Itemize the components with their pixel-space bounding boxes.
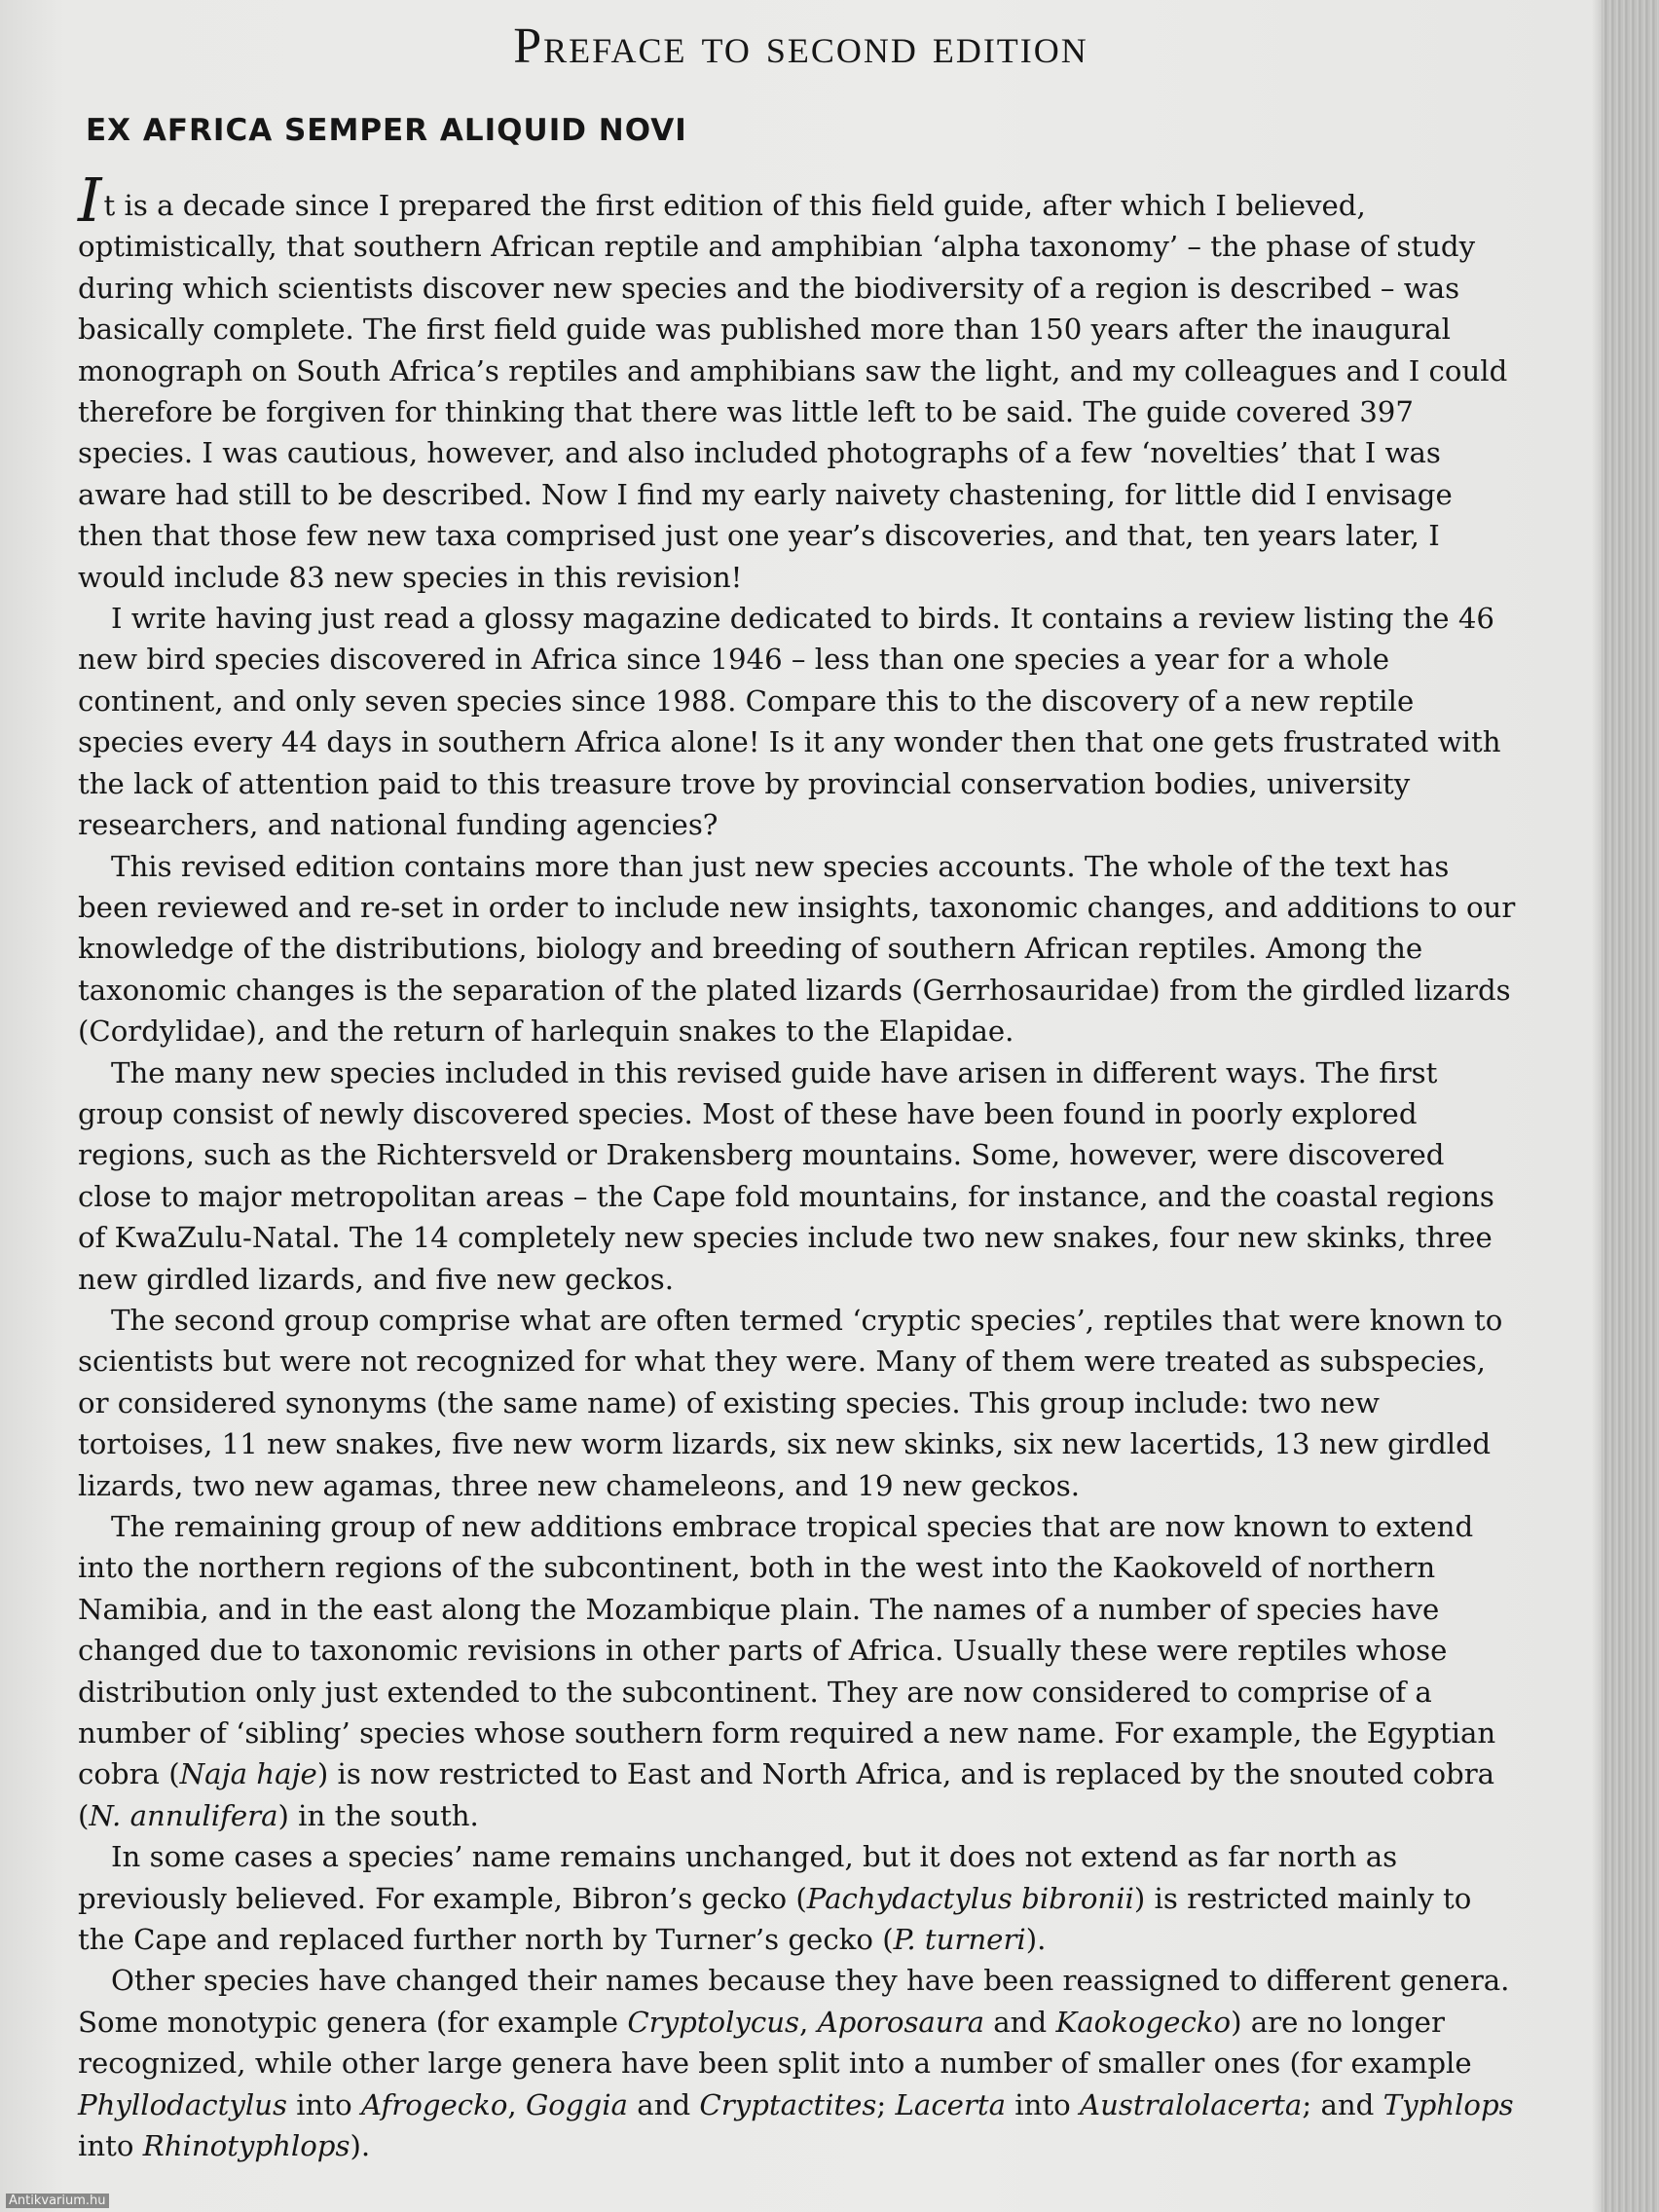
preface-paragraph — [78, 1506, 1519, 1836]
paragraph-text: I write having just read a glossy magazine dedicated to birds. It contains a review listing the 46 new bird species discovered in Africa since 1946 – less than one species a year for a whole continent, and only seven species since 1988. Compare this to the discovery of a new reptile species every 44 days in southern Africa alone! Is it any wonder then that one gets frustrated with the lack of attention paid to this treasure trove by provincial conservation bodies, university researchers, and national funding agencies? — [78, 602, 1501, 842]
paragraph-text: The second group comprise what are often termed ‘cryptic species’, reptiles that were known to scientists but were not recognized for what they were. Many of them were treated as subspecies, or considered synonyms (the same name) of existing species. This group include: two new tortoises, 11 new snakes, five new worm lizards, six new skinks, six new lacertids, 13 new girdled lizards, two new agamas, three new chameleons, and 19 new geckos. — [78, 1303, 1503, 1502]
italic-taxon-name: P. turneri — [893, 1923, 1026, 1957]
preface-paragraph — [78, 846, 1519, 1052]
italic-taxon-name: Lacerta — [895, 2087, 1007, 2121]
paragraph-text: and — [984, 2005, 1056, 2039]
page-title: Preface to second edition — [513, 18, 1088, 74]
paragraph-text: and — [627, 2087, 700, 2121]
paragraph-text: ) in the south. — [277, 1798, 479, 1832]
italic-taxon-name: Cryptactites — [699, 2087, 877, 2121]
preface-paragraph — [78, 598, 1519, 845]
paragraph-text: ). — [350, 2129, 371, 2163]
paragraph-text: , — [507, 2087, 526, 2121]
italic-taxon-name: N. annulifera — [89, 1798, 278, 1832]
italic-taxon-name: Kaokogecko — [1055, 2005, 1232, 2039]
preface-paragraph — [78, 1300, 1519, 1506]
paragraph-text: into — [286, 2087, 361, 2121]
paragraph-text: ; — [876, 2087, 896, 2121]
preface-paragraph — [78, 1960, 1519, 2166]
italic-taxon-name: Afrogecko — [360, 2087, 508, 2121]
drop-cap-letter: I — [78, 165, 102, 236]
watermark-label: Antikvarium.hu — [6, 2194, 109, 2208]
preface-paragraph — [78, 165, 1519, 598]
paragraph-text: ) are no longer recognized, while other large genera have been split into a number of smaller ones (for example — [78, 2005, 1472, 2081]
italic-taxon-name: Rhinotyphlops — [142, 2129, 350, 2163]
paragraph-text: This revised edition contains more than just new species accounts. The whole of the text has been reviewed and re-set in order to include new insights, taxonomic changes, and additions to our knowledge of the distributions, biology and breeding of southern African reptiles. Among the taxonomic changes is the separation of the plated lizards (Gerrhosauridae) from the girdled lizards (Cordylidae), and the return of harlequin snakes to the Elapidae. — [78, 849, 1516, 1049]
italic-taxon-name: Goggia — [525, 2087, 628, 2121]
paragraph-text: In some cases a species’ name remains unchanged, but it does not extend as far north as previously believed. For example, Bibron’s gecko ( — [78, 1840, 1398, 1915]
italic-taxon-name: Phyllodactylus — [78, 2087, 287, 2121]
paragraph-text: t is a decade since I prepared the first edition of this field guide, after which I believed, optimistically, that southern African reptile and amphibian ‘alpha taxonomy’ – the phase of study during which scientists discover new species and the biodiversity of a region is described – was basically complete. The first field guide was published more than 150 years after the inaugural monograph on South Africa’s reptiles and amphibians saw the light, and my colleagues and I could therefore be forgiven for thinking that there was little left to be said. The guide covered 397 species. I was cautious, however, and also included photographs of a few ‘novelties’ that I was aware had still to be described. Now I find my early naivety chastening, for little did I envisage then that those few new taxa comprised just one year’s discoveries, and that, ten years later, I would include 83 new species in this revision! — [78, 189, 1508, 594]
italic-taxon-name: Pachydactylus bibronii — [806, 1881, 1134, 1915]
italic-taxon-name: Australolacerta — [1080, 2087, 1303, 2121]
preface-paragraph — [78, 1836, 1519, 1960]
section-heading: EX AFRICA SEMPER ALIQUID NOVI — [86, 113, 687, 148]
italic-taxon-name: Typhlops — [1382, 2087, 1514, 2121]
italic-taxon-name: Aporosaura — [817, 2005, 984, 2039]
paragraph-text: The remaining group of new additions embrace tropical species that are now known to extend into the northern regions of the subcontinent, both in the west into the Kaokoveld of northern Namibia, and in the east along the Mozambique plain. The names of a number of species have changed due to taxonomic revisions in other parts of Africa. Usually these were reptiles whose distribution only just extended to the subcontinent. They are now considered to comprise of a number of ‘sibling’ species whose southern form required a new name. For example, the Egyptian cobra ( — [78, 1510, 1496, 1791]
preface-body — [78, 165, 1519, 2167]
paragraph-text: ). — [1025, 1923, 1047, 1957]
italic-taxon-name: Cryptolycus — [627, 2005, 800, 2039]
paragraph-text: ; and — [1302, 2087, 1383, 2121]
paragraph-text: into — [1006, 2087, 1081, 2121]
paragraph-text: Other species have changed their names because they have been reassigned to different genera. Some monotypic genera (for example — [78, 1964, 1510, 2039]
preface-paragraph — [78, 1052, 1519, 1300]
paragraph-text: The many new species included in this revised guide have arisen in different ways. The first group consist of newly discovered species. Most of these have been found in poorly explored regions, such as the Richtersveld or Drakensberg mountains. Some, however, were discovered close to major metropolitan areas – the Cape fold mountains, for instance, and the coastal regions of KwaZulu-Natal. The 14 completely new species include two new snakes, four new skinks, three new girdled lizards, and five new geckos. — [78, 1055, 1494, 1296]
italic-taxon-name: Naja haje — [179, 1757, 317, 1791]
paragraph-text: ) is restricted mainly to the Cape and replaced further north by Turner’s gecko ( — [78, 1881, 1472, 1957]
paragraph-text: into — [78, 2129, 143, 2163]
page-stack-edge — [1602, 0, 1659, 2212]
paragraph-text: , — [799, 2005, 818, 2039]
paragraph-text: ) is now restricted to East and North Africa, and is replaced by the snouted cobra ( — [78, 1757, 1495, 1832]
